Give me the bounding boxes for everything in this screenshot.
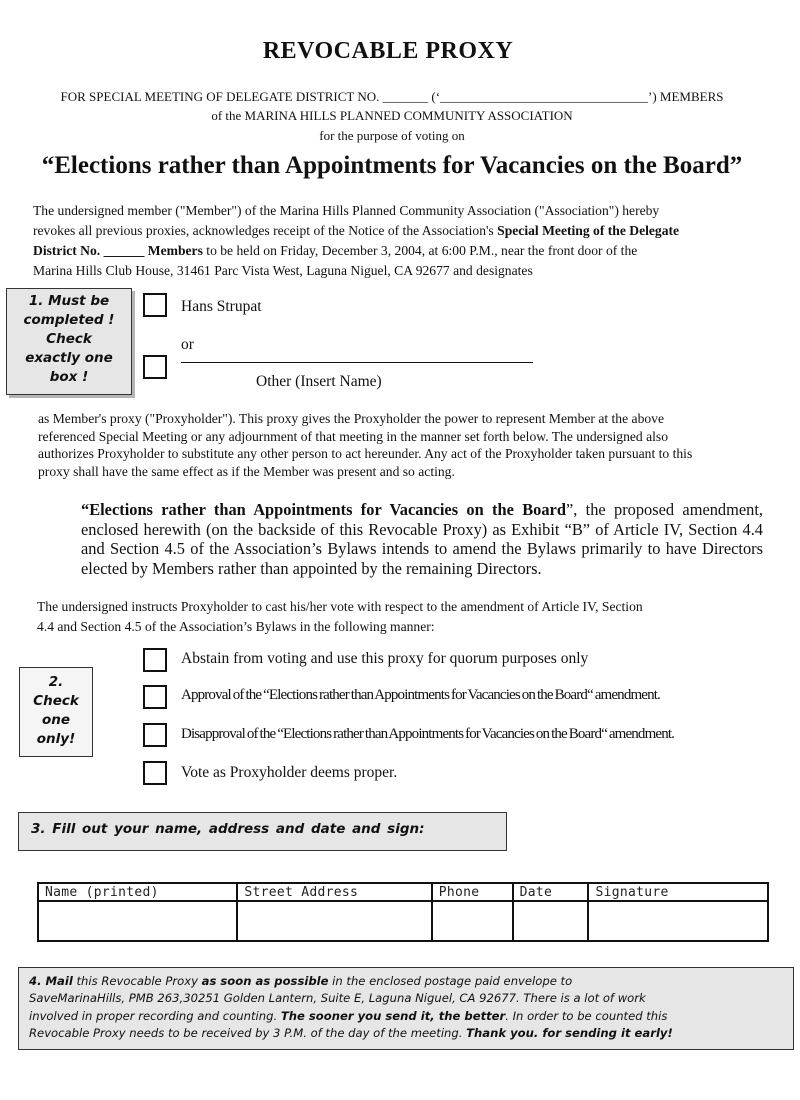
- association-name: MARINA HILLS PLANNED COMMUNITY ASSOCIATION: [244, 108, 573, 123]
- proxy-paragraph: [38, 410, 778, 480]
- table-header-row: [38, 883, 768, 901]
- phone-input-cell[interactable]: [432, 901, 513, 941]
- callout1-line: completed !: [23, 312, 115, 328]
- sooner-text: The sooner you send it, the better: [280, 1008, 506, 1023]
- other-name-line[interactable]: [181, 361, 533, 363]
- vote-proxyholder-checkbox[interactable]: [143, 761, 167, 785]
- proxyholder-hans-checkbox[interactable]: [143, 293, 167, 317]
- association-prefix: of the: [211, 108, 245, 123]
- callout2-line: Check: [33, 693, 79, 709]
- proxy-line-3: authorizes Proxyholder to substitute any other person to act hereunder. Any act of the Proxyholder taken pursuant to this: [38, 446, 693, 461]
- mail-label: 4. Mail: [29, 974, 73, 988]
- measure-title: “Elections rather than Appointments for Vacancies on the Board”: [41, 152, 743, 179]
- intro-line-4: Marina Hills Club House, 31461 Parc Vista West, Laguna Niguel, CA 92677 and designates: [33, 263, 533, 278]
- mailing-text: in the enclosed postage paid envelope to: [328, 974, 573, 988]
- mailing-text: Revocable Proxy needs to be received by 3 P.M. of the day of the meeting.: [29, 1025, 467, 1040]
- intro-line-2: [33, 221, 763, 241]
- address-input-cell[interactable]: [237, 901, 431, 941]
- table-row: [38, 901, 768, 941]
- name-input-cell[interactable]: [38, 901, 237, 941]
- instruction-callout-3: 3. Fill out your name, address and date and sign:: [18, 812, 507, 851]
- amendment-title: “Elections rather than Appointments for Vacancies on the Board: [81, 500, 566, 519]
- vote-disapproval-checkbox[interactable]: [143, 723, 167, 747]
- vote-abstain-label: Abstain from voting and use this proxy for quorum purposes only: [181, 650, 589, 667]
- address-column-header: Street Address: [237, 883, 431, 901]
- proxyholder-hans-label: Hans Strupat: [181, 298, 262, 315]
- mailing-line-1: [29, 973, 785, 990]
- instruction-callout-1: [6, 288, 132, 395]
- mailing-address-line: SaveMarinaHills, PMB 263,30251 Golden Lantern, Suite E, Laguna Niguel, CA 92677. There is a lot of work: [29, 991, 646, 1006]
- instruction-callout-2: [19, 667, 93, 757]
- date-column-header: Date: [513, 883, 589, 901]
- callout1-line: box !: [49, 369, 89, 385]
- signature-input-cell[interactable]: [588, 901, 768, 941]
- signature-column-header: Signature: [588, 883, 768, 901]
- asap-text: as soon as possible: [201, 974, 329, 988]
- association-line: [0, 108, 784, 124]
- or-label: or: [181, 336, 194, 353]
- intro-line-2b: Special Meeting of the Delegate: [497, 223, 680, 238]
- callout1-line: 1. Must be: [28, 293, 110, 309]
- mailing-text: involved in proper recording and counting.: [29, 1008, 281, 1023]
- callout2-line: 2.: [48, 674, 64, 690]
- proxy-line-4: proxy shall have the same effect as if the Member was present and so acting.: [38, 463, 455, 479]
- name-column-header: Name (printed): [38, 883, 237, 901]
- instruction-line-2: 4.4 and Section 4.5 of the Association’s Bylaws in the following manner:: [37, 619, 435, 634]
- vote-proxyholder-label: Vote as Proxyholder deems proper.: [181, 764, 398, 781]
- callout1-line: Check: [46, 331, 92, 347]
- mailing-text: this Revocable Proxy: [72, 974, 202, 988]
- callout2-line: one: [41, 712, 71, 728]
- other-name-label: Other (Insert Name): [256, 373, 382, 390]
- proxy-line-1: as Member's proxy ("Proxyholder"). This proxy gives the Proxyholder the power to represent Member at the above: [38, 411, 664, 426]
- thank-you-text: Thank you. for sending it early!: [466, 1025, 673, 1040]
- intro-paragraph: [33, 201, 763, 281]
- mailing-line-4: [29, 1025, 785, 1042]
- proxyholder-other-checkbox[interactable]: [143, 355, 167, 379]
- callout1-line: exactly one: [25, 350, 113, 366]
- amendment-text: ”, the proposed amendment, enclosed herewith (on the backside of this Revocable Proxy) as Exhibit “B” of Article IV, Section 4.4 and Section 4.5 of the Association’s Bylaws intends to amend the Bylaws primarily to have Directors elected by Members rather than appointed by the remaining Directors.: [81, 500, 763, 579]
- meeting-line: FOR SPECIAL MEETING OF DELEGATE DISTRICT NO. _______ (‘________________________________’) MEMBERS: [60, 89, 724, 104]
- date-input-cell[interactable]: [513, 901, 589, 941]
- mailing-line-3: [29, 1008, 785, 1025]
- vote-disapproval-label: Disapproval of the “Elections rather than Appointments for Vacancies on the Board“ amendment.: [181, 726, 675, 742]
- intro-line-3a: District No. ______ Members: [33, 243, 203, 258]
- instruction-line-1: The undersigned instructs Proxyholder to cast his/her vote with respect to the amendment of Article IV, Section: [37, 599, 643, 614]
- mailing-text: . In order to be counted this: [505, 1008, 668, 1023]
- phone-column-header: Phone: [432, 883, 513, 901]
- vote-abstain-checkbox[interactable]: [143, 648, 167, 672]
- purpose-line: for the purpose of voting on: [319, 128, 465, 143]
- amendment-paragraph: [81, 500, 763, 579]
- vote-approval-label: Approval of the “Elections rather than Appointments for Vacancies on the Board“ amendment.: [181, 687, 660, 703]
- vote-approval-checkbox[interactable]: [143, 685, 167, 709]
- document-title: REVOCABLE PROXY: [262, 38, 514, 64]
- member-info-table: [37, 882, 769, 942]
- intro-line-2a: revokes all previous proxies, acknowledges receipt of the Notice of the Association's: [33, 223, 498, 238]
- intro-line-1: The undersigned member ("Member") of the Marina Hills Planned Community Association ("Association") hereby: [33, 203, 660, 218]
- mailing-instructions: [18, 967, 794, 1050]
- intro-line-3b: to be held on Friday, December 3, 2004, at 6:00 P.M., near the front door of the: [202, 243, 638, 258]
- proxy-line-2: referenced Special Meeting or any adjournment of that meeting in the manner set forth below. The undersigned also: [38, 428, 669, 444]
- intro-line-3: [33, 241, 763, 261]
- instruction-paragraph: [37, 597, 777, 637]
- callout2-line: only!: [36, 731, 76, 747]
